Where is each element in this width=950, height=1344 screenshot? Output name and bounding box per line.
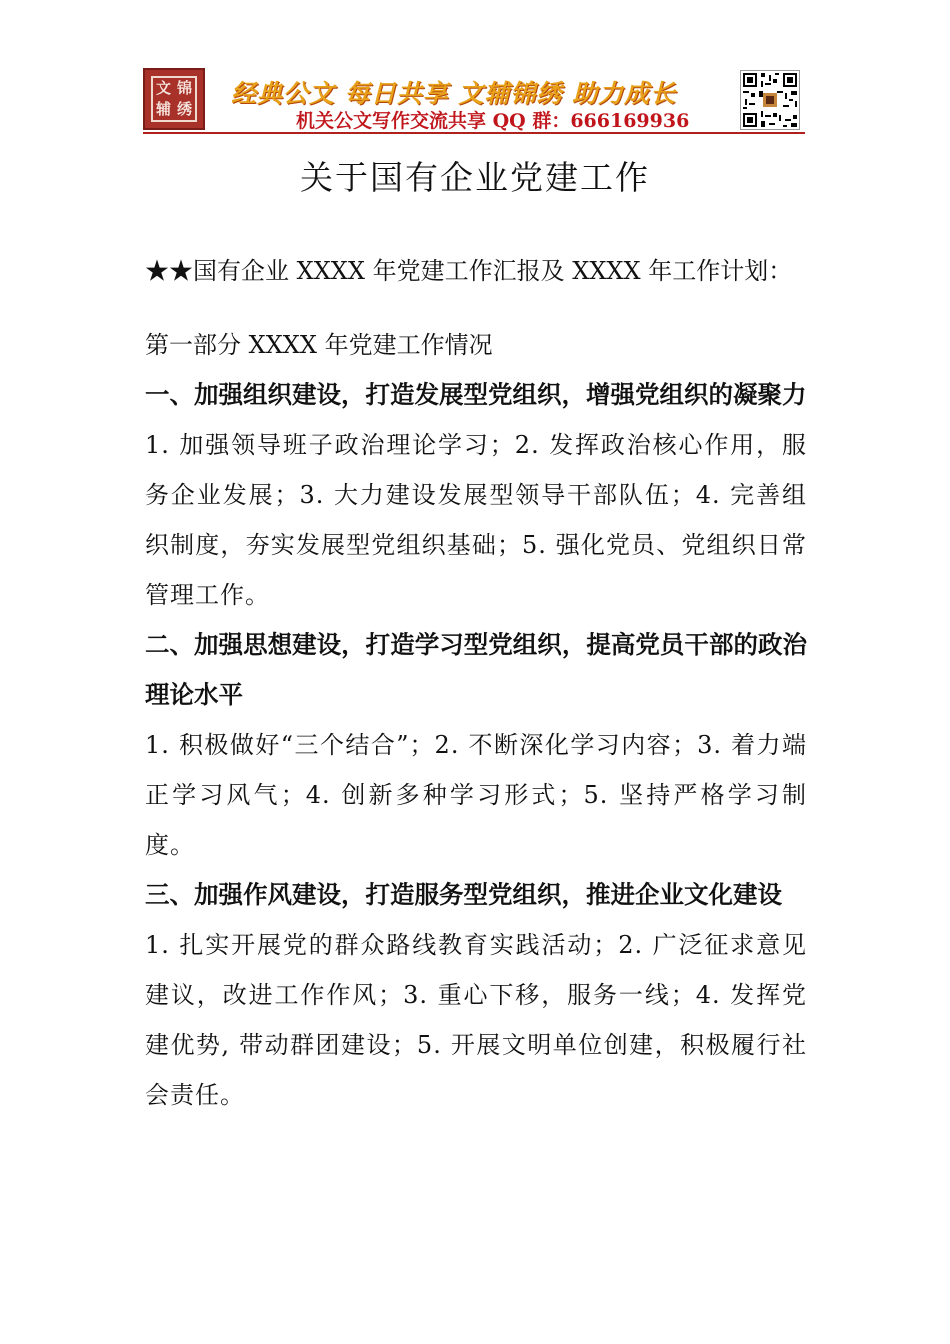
section-heading: 三、加强作风建设，打造服务型党组织，推进企业文化建设 [145,880,782,909]
section-body: 1. 加强领导班子政治理论学习；2. 发挥政治核心作用，服务企业发展；3. 大力建设发展型领导干部队伍；4. 完善组织制度，夯实发展型党组织基础；5. 强化党员、党组织日常管理工作。 [145,431,807,609]
seal-char: 绣 [176,100,192,118]
seal-char: 文 [155,79,171,97]
section-body: 1. 扎实开展党的群众路线教育实践活动；2. 广泛征求意见建议，改进工作作风；3. 重心下移，服务一线；4. 发挥党建优势, 带动群团建设；5. 开展文明单位创建，积极履行社会责任。 [145,931,807,1109]
document-title: 关于国有企业党建工作 [300,158,650,197]
seal-char: 辅 [155,100,171,118]
seal-logo [143,68,205,130]
seal-char: 锦 [176,79,192,97]
header-banner [143,68,805,134]
intro-line: ★★国有企业 XXXX 年党建工作汇报及 XXXX 年工作计划： [145,257,793,285]
document-body [145,246,807,1120]
banner-qq-group: 机关公文写作交流共享 QQ 群：666169936 [296,110,690,132]
section-body: 1. 积极做好“三个结合”；2. 不断深化学习内容；3. 着力端正学习风气；4. 创新多种学习形式；5. 坚持严格学习制度。 [145,731,807,859]
banner-slogan: 经典公文 每日共享 文辅锦绣 助力成长 [231,79,677,108]
qr-code-icon [740,70,800,130]
section-heading: 二、加强思想建设，打造学习型党组织，提高党员干部的政治理论水平 [145,630,807,709]
section-heading: 一、加强组织建设，打造发展型党组织，增强党组织的凝聚力 [145,380,807,409]
part-title: 第一部分 XXXX 年党建工作情况 [145,331,493,359]
banner-divider [143,132,805,134]
